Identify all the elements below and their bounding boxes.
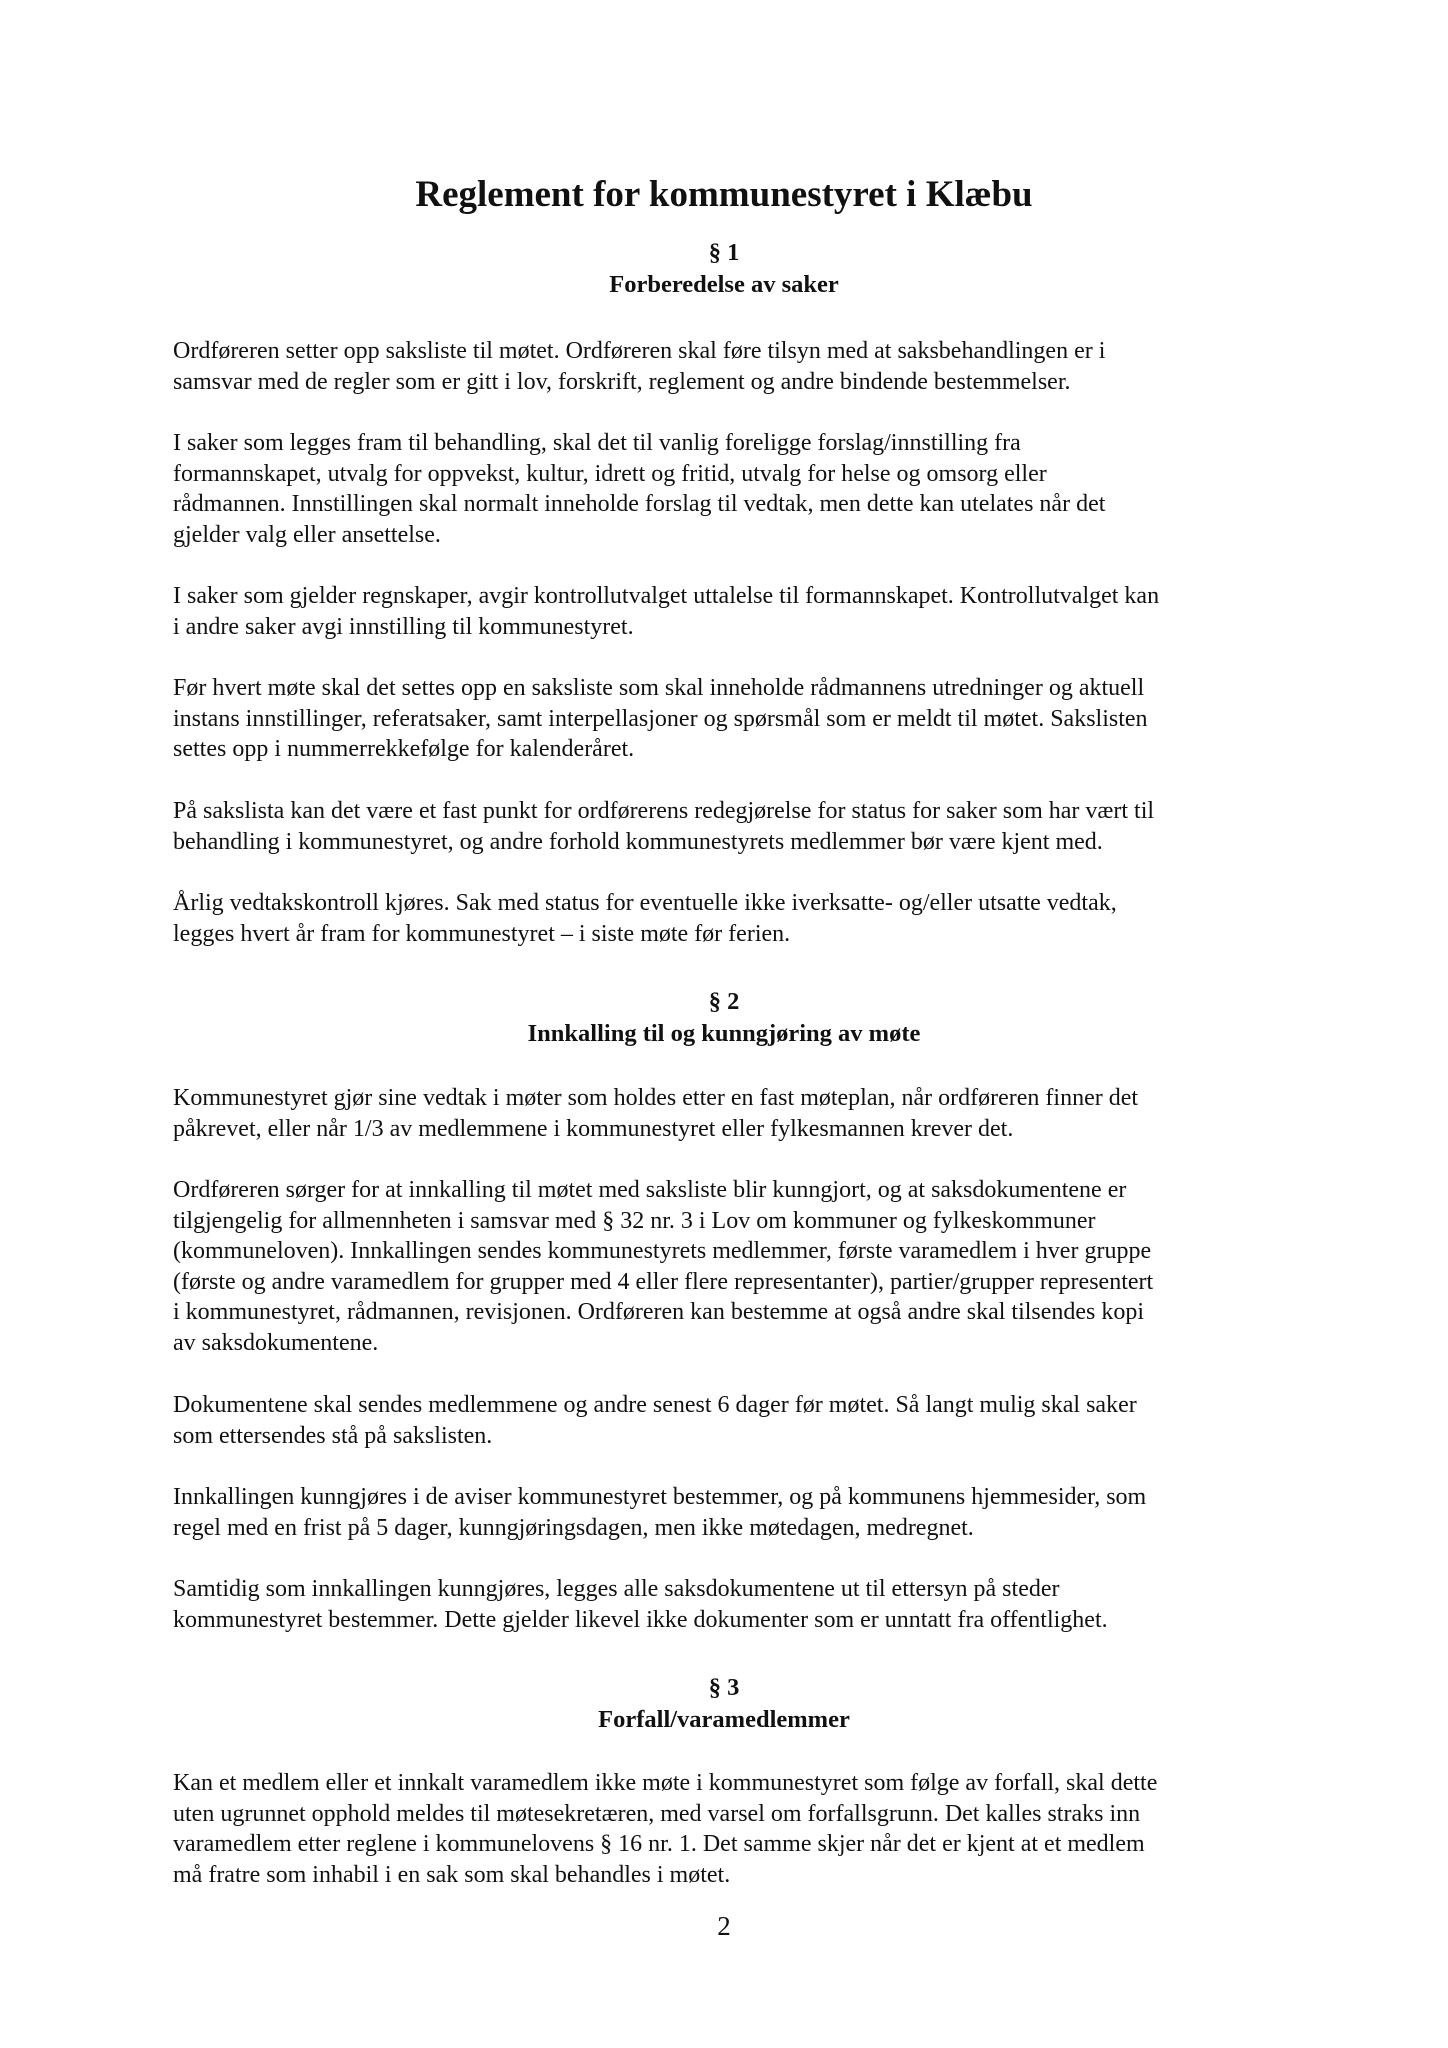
section-1-paragraph-4: Før hvert møte skal det settes opp en saksliste som skal inneholde rådmannens utredninger og aktuell instans innstillinger, referatsaker, samt interpellasjoner og spørsmål som er meldt til møtet. Sakslisten settes opp i nummerrekkefølge for kalenderåret. — [173, 675, 1148, 762]
section-1-paragraph-6: Årlig vedtakskontroll kjøres. Sak med status for eventuelle ikke iverksatte- og/eller utsatte vedtak, legges hvert år fram for kommunestyret – i siste møte før ferien. — [173, 890, 1117, 947]
section-1-paragraph-2: I saker som legges fram til behandling, skal det til vanlig foreligge forslag/innstilling fra formannskapet, utvalg for oppvekst, kultur, idrett og fritid, utvalg for helse og omsorg eller rådmannen. Innstillingen skal normalt inneholde forslag til vedtak, men dette kan utelates når det gjelder valg eller ansettelse. — [173, 430, 1106, 548]
section-2-paragraph-4: Innkallingen kunngjøres i de aviser kommunestyret bestemmer, og på kommunens hjemmesider, som regel med en frist på 5 dager, kunngjøringsdagen, men ikke møtedagen, medregnet. — [173, 1484, 1147, 1541]
section-3-number: § 3 — [708, 1674, 740, 1701]
section-3-heading: Forfall/varamedlemmer — [598, 1706, 850, 1733]
section-2-heading: Innkalling til og kunngjøring av møte — [527, 1020, 921, 1047]
section-1-paragraph-1: Ordføreren setter opp saksliste til møtet. Ordføreren skal føre tilsyn med at saksbehandlingen er i samsvar med de regler som er gitt i lov, forskrift, reglement og andre bindende bestemmelser. — [173, 338, 1106, 395]
section-2-paragraph-1: Kommunestyret gjør sine vedtak i møter som holdes etter en fast møteplan, når ordføreren finner det påkrevet, eller når 1/3 av medlemmene i kommunestyret eller fylkesmannen krever det. — [173, 1085, 1139, 1142]
section-2-paragraph-2: Ordføreren sørger for at innkalling til møtet med saksliste blir kunngjort, og at saksdokumentene er tilgjengelig for allmennheten i samsvar med § 32 nr. 3 i Lov om kommuner og fylkeskommuner (kommuneloven). Innkallingen sendes kommunestyrets medlemmer, første varamedlem i hver gruppe (første og andre varamedlem for grupper med 4 eller flere representanter), partier/grupper representert i kommunestyret, rådmannen, revisjonen. Ordføreren kan bestemme at også andre skal tilsendes kopi av saksdokumentene. — [173, 1177, 1154, 1356]
section-1-number: § 1 — [708, 239, 740, 266]
section-2-paragraph-3: Dokumentene skal sendes medlemmene og andre senest 6 dager før møtet. Så langt mulig skal saker som ettersendes stå på sakslisten. — [173, 1392, 1137, 1449]
section-2-paragraph-5: Samtidig som innkallingen kunngjøres, legges alle saksdokumentene ut til ettersyn på steder kommunestyret bestemmer. Dette gjelder likevel ikke dokumenter som er unntatt fra offentlighet. — [173, 1576, 1108, 1633]
section-1-paragraph-5: På sakslista kan det være et fast punkt for ordførerens redegjørelse for status for saker som har vært til behandling i kommunestyret, og andre forhold kommunestyrets medlemmer bør være kjent med. — [173, 798, 1155, 855]
document-title: Reglement for kommunestyret i Klæbu — [415, 174, 1033, 215]
section-2-number: § 2 — [708, 988, 740, 1015]
section-1-heading: Forberedelse av saker — [609, 271, 839, 298]
section-1-paragraph-3: I saker som gjelder regnskaper, avgir kontrollutvalget uttalelse til formannskapet. Kontrollutvalget kan i andre saker avgi innstilling til kommunestyret. — [173, 583, 1160, 640]
section-3-paragraph-1: Kan et medlem eller et innkalt varamedlem ikke møte i kommunestyret som følge av forfall, skal dette uten ugrunnet opphold meldes til møtesekretæren, med varsel om forfallsgrunn. Det kalles straks inn varamedlem etter reglene i kommunelovens § 16 nr. 1. Det samme skjer når det er kjent at et medlem må fratre som inhabil i en sak som skal behandles i møtet. — [173, 1770, 1158, 1888]
page-number: 2 — [717, 1911, 731, 1941]
